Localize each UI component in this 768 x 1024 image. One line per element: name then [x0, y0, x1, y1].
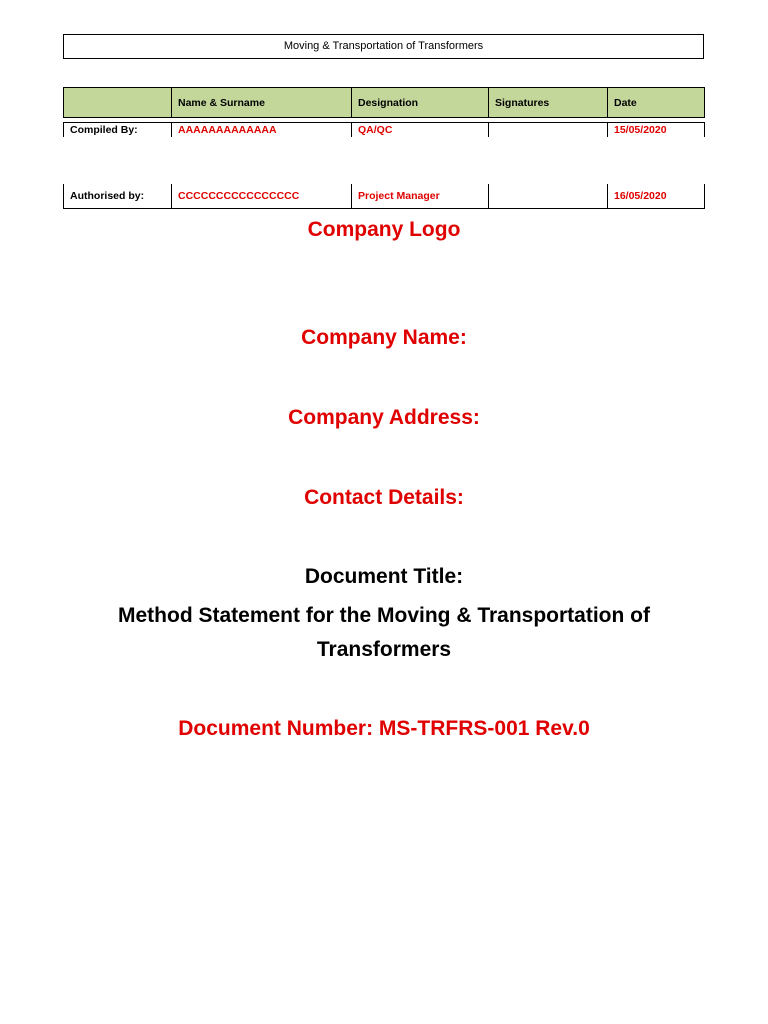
authorised-date: 16/05/2020: [608, 184, 705, 208]
authorised-signature: [489, 184, 608, 208]
column-header-name: Name & Surname: [172, 88, 352, 118]
compiled-row-clip: [60, 122, 710, 137]
column-header-signatures: Signatures: [489, 88, 608, 118]
compiled-date: 15/05/2020: [608, 122, 705, 137]
contact-details-label: Contact Details:: [304, 486, 464, 509]
column-header-designation: Designation: [352, 88, 489, 118]
authorised-by-label: Authorised by:: [64, 184, 172, 208]
compiled-name: AAAAAAAAAAAAA: [172, 122, 352, 137]
authorised-designation: Project Manager: [352, 184, 489, 208]
compiled-designation: QA/QC: [352, 122, 489, 137]
document-title-label: Document Title:: [304, 565, 464, 588]
table-header-row: [64, 88, 705, 118]
document-number: Document Number: MS-TRFRS-001 Rev.0: [178, 717, 590, 740]
signature-table-header: [63, 87, 705, 118]
compiled-signature: [489, 122, 608, 137]
document-title-line2: Transformers: [316, 638, 452, 661]
signature-table-authorised: [63, 184, 705, 209]
authorised-name: CCCCCCCCCCCCCCCC: [172, 184, 352, 208]
company-address-label: Company Address:: [288, 406, 480, 429]
company-name-label: Company Name:: [301, 326, 467, 349]
table-row: [64, 184, 705, 208]
column-header-date: Date: [608, 88, 705, 118]
company-logo-placeholder: Company Logo: [307, 218, 461, 241]
compiled-by-label: Compiled By:: [64, 122, 172, 137]
column-header-role: [64, 88, 172, 118]
document-title-line1: Method Statement for the Moving & Transportation of: [118, 604, 650, 627]
document-header-title: Moving & Transportation of Transformers: [63, 34, 704, 59]
signature-table-compiled: [63, 122, 705, 137]
